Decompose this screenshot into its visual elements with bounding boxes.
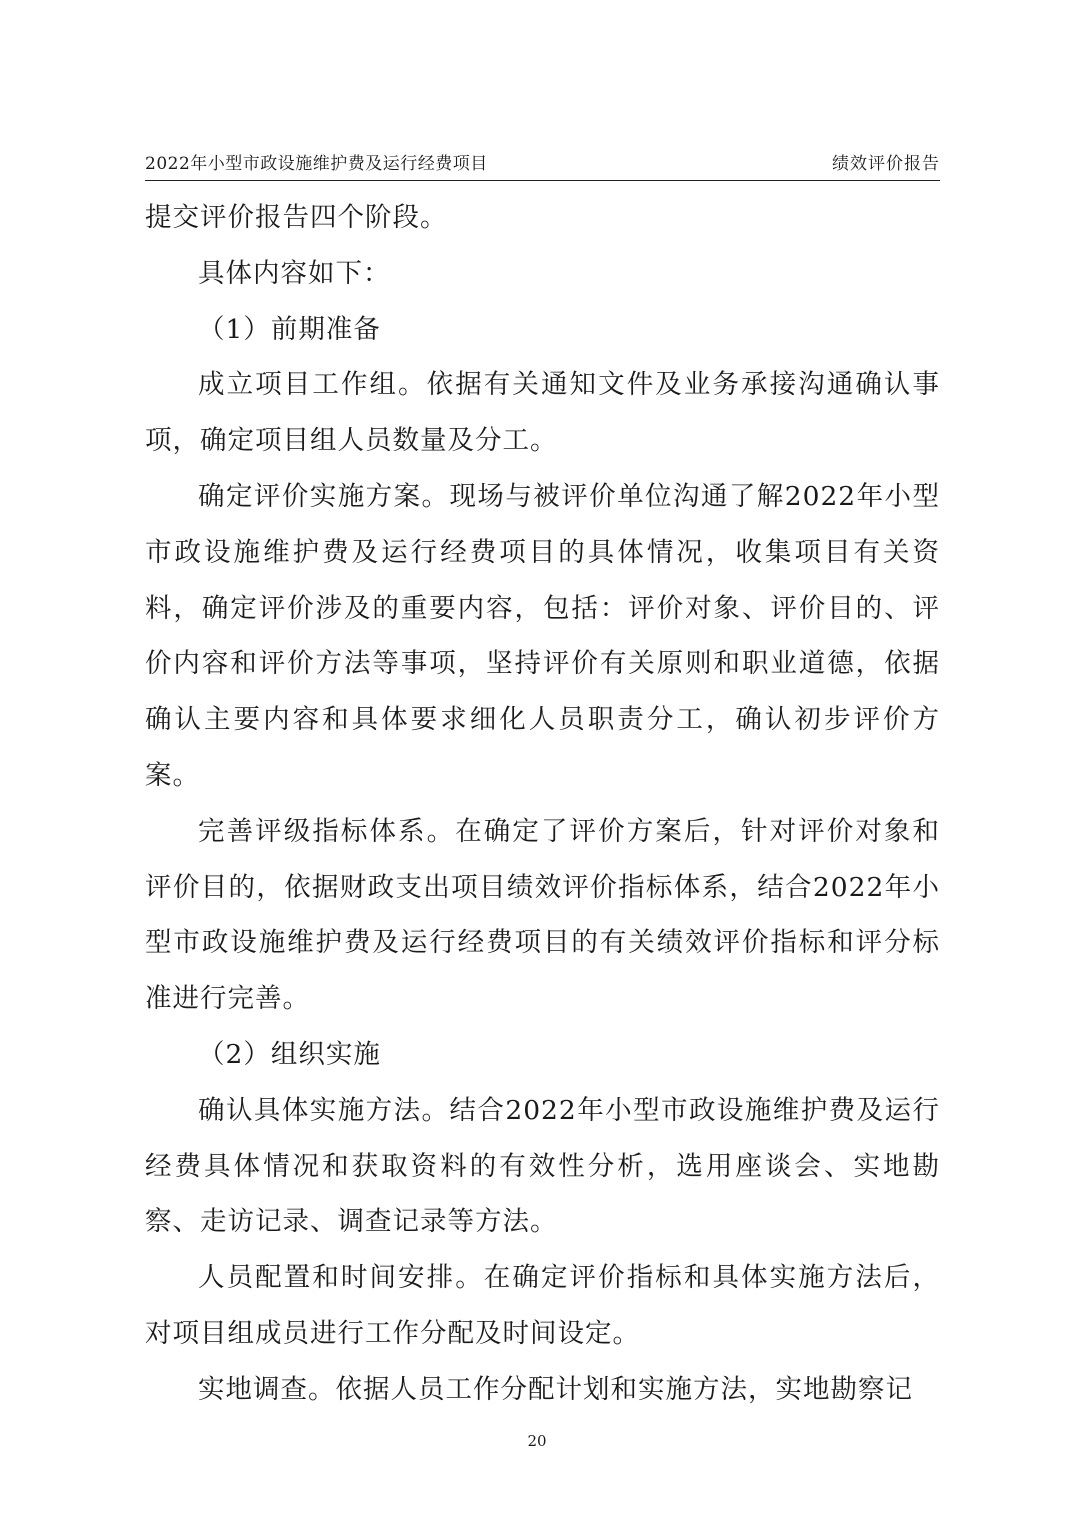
paragraph-continuation: 提交评价报告四个阶段。 — [145, 202, 448, 233]
paragraph-indicators: 完善评级指标体系。在确定了评价方案后，针对评价对象和评价目的，依据财政支出项目绩效评价指标体系，结合2022年小型市政设施维护费及运行经费项目的有关绩效评价指标和评分标准进行完善。 — [145, 815, 940, 1015]
section-heading-preparation: （1）前期准备 — [198, 313, 381, 345]
header-report-type: 绩效评价报告 — [832, 154, 940, 174]
paragraph-workgroup: 成立项目工作组。依据有关通知文件及业务承接沟通确认事项，确定项目组人员数量及分工。 — [145, 369, 940, 457]
paragraph-plan: 确定评价实施方案。现场与被评价单位沟通了解2022年小型市政设施维护费及运行经费项目的具体情况，收集项目有关资料，确定评价涉及的重要内容，包括：评价对象、评价目的、评价内容和评价方法等事项，坚持评价有关原则和职业道德，依据确认主要内容和具体要求细化人员职责分工，确认初步评价方案。 — [145, 480, 940, 791]
document-body — [145, 190, 940, 1418]
paragraph-survey: 实地调查。依据人员工作分配计划和实施方法，实地勘察记 — [198, 1373, 913, 1405]
page-number: 20 — [527, 1432, 547, 1450]
section-heading-implementation: （2）组织实施 — [198, 1038, 381, 1070]
page-header — [145, 150, 940, 181]
header-title: 2022年小型市政设施维护费及运行经费项目 — [145, 154, 488, 174]
paragraph-staffing: 人员配置和时间安排。在确定评价指标和具体实施方法后，对项目组成员进行工作分配及时间设定。 — [145, 1262, 940, 1349]
paragraph-methods: 确认具体实施方法。结合2022年小型市政设施维护费及运行经费具体情况和获取资料的有效性分析，选用座谈会、实地勘察、走访记录、调查记录等方法。 — [145, 1094, 940, 1238]
paragraph-intro: 具体内容如下： — [198, 257, 391, 289]
